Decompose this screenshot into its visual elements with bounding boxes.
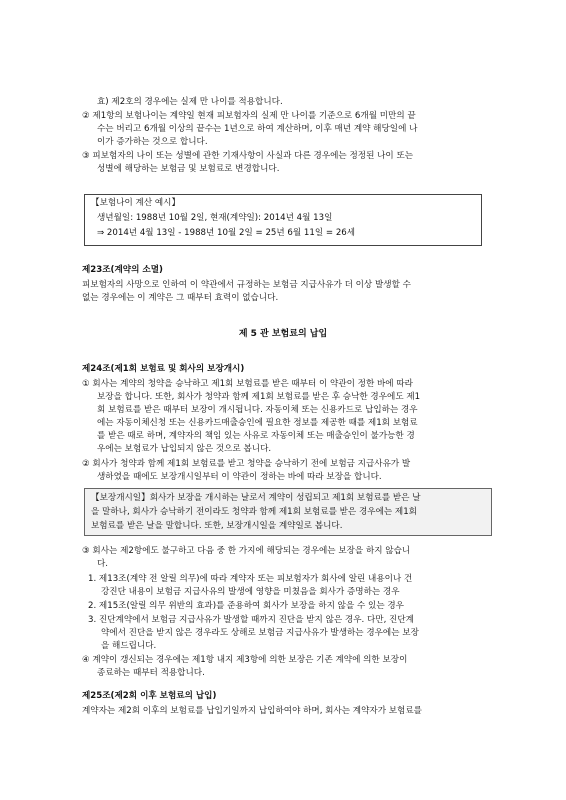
text-line: 를 받은 때로 하며, 계약자의 책임 있는 사유로 자동이체 또는 매출승인이 불가능한 경 — [97, 431, 415, 441]
text-line: 없는 경우에는 이 계약은 그 때부터 효력이 없습니다. — [82, 293, 279, 303]
text-line: 우에는 보험료가 납입되지 않은 것으로 봅니다. — [97, 444, 272, 454]
text-line: 을 해드립니다. — [101, 641, 157, 651]
article-heading: 제24조(제1회 보험료 및 회사의 보장개시) — [82, 364, 245, 374]
text-line: 회 보험료를 받은 때부터 보장이 개시됩니다. 자동이체 또는 신용카드로 납입하는 경우 — [97, 405, 418, 415]
text-line: 2. 제15조(알릴 의무 위반의 효과)를 준용하여 회사가 보장을 하지 않을 수 있는 경우 — [88, 601, 404, 611]
text-line: 【보험나이 계산 예시】 — [91, 198, 181, 208]
text-line: 보험료를 받은 날을 말합니다. 또한, 보장개시일을 계약일로 봅니다. — [91, 521, 343, 531]
text-line: ① 회사는 계약의 청약을 승낙하고 제1회 보험료를 받은 때부터 이 약관이 정한 바에 따라 — [82, 379, 413, 389]
text-line: ④ 계약이 갱신되는 경우에는 제1항 내지 제3항에 의한 보장은 기존 계약에 의한 보장이 — [82, 655, 408, 665]
text-line: 을 말하나, 회사가 승낙하기 전이라도 청약과 함께 제1회 보험료를 받은 경우에는 제1회 — [91, 507, 417, 517]
text-line: 효) 제2호의 경우에는 실제 만 나이를 적용합니다. — [97, 97, 283, 107]
text-line: 이가 증가하는 것으로 합니다. — [97, 137, 208, 147]
text-line: 보장을 합니다. 또한, 회사가 청약과 함께 제1회 보험료를 받은 후 승낙한 경우에도 제1 — [97, 392, 421, 402]
text-line: 피보험자의 사망으로 인하여 이 약관에서 규정하는 보험금 지급사유가 더 이상 발생할 수 — [82, 280, 411, 290]
text-line: ③ 피보험자의 나이 또는 성별에 관한 기재사항이 사실과 다른 경우에는 정정된 나이 또는 — [82, 151, 414, 161]
section-heading: 제 5 관 보험료의 납입 — [238, 329, 328, 339]
text-line: 에는 자동이체신청 또는 신용카드매출승인에 필요한 정보를 제공한 때를 제1회 보험료 — [97, 418, 418, 428]
text-line: 1. 제13조(계약 전 알릴 의무)에 따라 계약자 또는 피보험자가 회사에 알린 내용이나 건 — [88, 574, 413, 584]
text-line: 생하였을 때에도 보장개시일부터 이 약관이 정하는 바에 따라 보장을 합니다. — [97, 472, 382, 482]
text-line: 생년월일: 1988년 10월 2일, 현재(계약일): 2014년 4월 13일 — [97, 213, 333, 223]
text-line: 【보장개시일】회사가 보장을 개시하는 날로서 계약이 성립되고 제1회 보험료를 받은 날 — [91, 493, 421, 503]
article-heading: 제23조(계약의 소멸) — [82, 265, 163, 275]
article-heading: 제25조(제2회 이후 보험료의 납입) — [82, 691, 217, 701]
text-line: ② 제1항의 보험나이는 계약일 현재 피보험자의 실제 만 나이를 기준으로 6개월 미만의 끝 — [82, 111, 416, 121]
text-line: ② 회사가 청약과 함께 제1회 보험료를 받고 청약을 승낙하기 전에 보험금 지급사유가 발 — [82, 459, 411, 469]
text-line: 약에서 진단을 받지 않은 경우라도 상해로 보험금 지급사유가 발생하는 경우에는 보장 — [101, 628, 419, 638]
text-line: 강진단 내용이 보험금 지급사유의 발생에 영향을 미쳤음을 회사가 증명하는 경우 — [101, 587, 400, 597]
text-line: 종료하는 때부터 적용합니다. — [97, 668, 205, 678]
text-line: ⇒ 2014년 4월 13일 - 1988년 10월 2일 = 25년 6월 11일 = 26세 — [97, 228, 356, 238]
text-line: ③ 회사는 제2항에도 불구하고 다음 중 한 가지에 해당되는 경우에는 보장을 하지 않습니 — [82, 546, 411, 556]
text-line: 수는 버리고 6개월 이상의 끝수는 1년으로 하여 계산하며, 이후 매년 계약 해당일에 나 — [97, 124, 418, 134]
text-line: 다. — [97, 559, 109, 569]
text-line: 3. 진단계약에서 보험금 지급사유가 발생할 때까지 진단을 받지 않은 경우. 다만, 진단계 — [88, 615, 414, 625]
text-line: 성별에 해당하는 보험금 및 보험료로 변경합니다. — [97, 164, 280, 174]
text-line: 계약자는 제2회 이후의 보험료를 납입기일까지 납입하여야 하며, 회사는 계약자가 보험료를 — [82, 706, 422, 716]
